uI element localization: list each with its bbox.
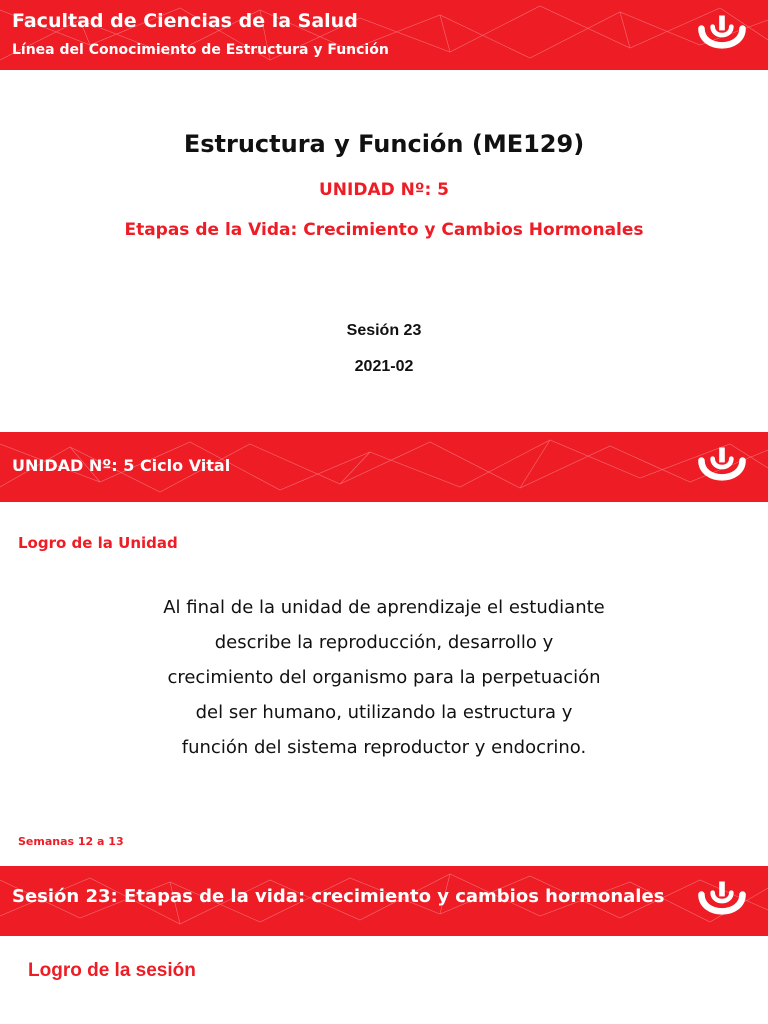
slide-unit-goal (0, 432, 768, 864)
cover-header-bar (0, 0, 768, 70)
session-header-bar (0, 866, 768, 936)
unit-goal-text (0, 590, 768, 765)
session-header-title: Sesión 23: Etapas de la vida: crecimiento y cambios hormonales (12, 886, 665, 907)
unit-goal-line: crecimiento del organismo para la perpetuación (167, 667, 601, 688)
upc-logo-icon (694, 874, 750, 930)
topic-title: Etapas de la Vida: Crecimiento y Cambios Hormonales (124, 220, 644, 240)
unit-header-bar (0, 432, 768, 502)
faculty-title: Facultad de Ciencias de la Salud (12, 10, 358, 32)
unit-label: UNIDAD Nº: 5 (318, 180, 449, 200)
slide-session-goal (0, 866, 768, 1024)
session-goal-label: Logro de la sesión (28, 960, 196, 981)
unit-goal-line: describe la reproducción, desarrollo y (214, 632, 554, 653)
upc-logo-icon (694, 440, 750, 496)
weeks-footnote: Semanas 12 a 13 (18, 835, 124, 848)
unit-goal-line: Al final de la unidad de aprendizaje el estudiante (163, 597, 605, 618)
unit-header-title: UNIDAD Nº: 5 Ciclo Vital (12, 456, 231, 475)
upc-logo-icon (694, 8, 750, 64)
unit-goal-line: del ser humano, utilizando la estructura y (195, 702, 573, 723)
session-number: Sesión 23 (346, 322, 422, 339)
slide-cover (0, 0, 768, 430)
knowledge-line-subtitle: Línea del Conocimiento de Estructura y Función (12, 42, 389, 58)
academic-term: 2021-02 (354, 358, 414, 375)
course-title: Estructura y Función (ME129) (183, 130, 585, 158)
unit-goal-label: Logro de la Unidad (18, 534, 178, 552)
unit-goal-line: función del sistema reproductor y endocrino. (181, 737, 587, 758)
